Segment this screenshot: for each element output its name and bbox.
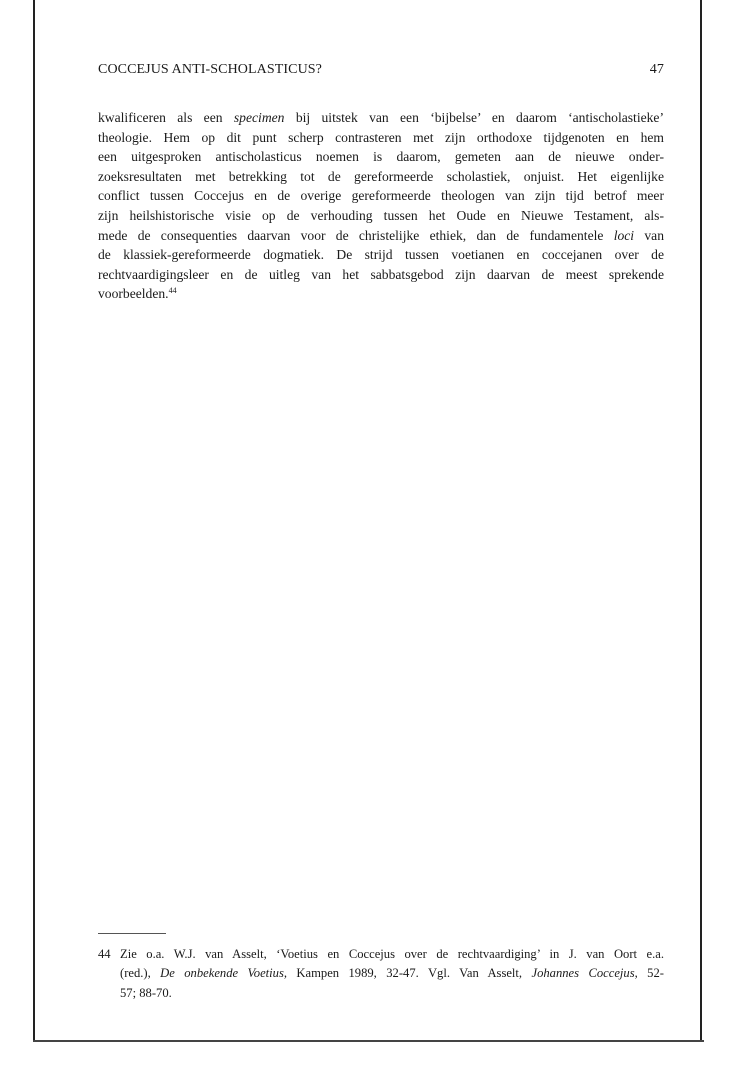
text-run: (red.),	[120, 966, 161, 981]
text-line	[98, 206, 664, 226]
footnote-text	[120, 945, 664, 1003]
text-line	[98, 284, 664, 304]
page-edge-left	[33, 0, 35, 1042]
page-number: 47	[649, 62, 664, 77]
text-run: bij uitstek van een ‘bijbelse’ en daarom ‘antischolastieke’	[284, 110, 664, 125]
text-run: voorbeelden.	[98, 286, 169, 302]
italic-run: Johannes Coccejus	[531, 966, 635, 981]
footnote-reference: 44	[168, 286, 177, 296]
text-run: Zie o.a. W.J. van Asselt, ‘Voetius en Coccejus over de rechtvaardiging’ in J. van Oort e.a.	[120, 947, 664, 961]
text-run: theologie. Hem op dit punt scherp contrasteren met zijn orthodoxe tijdgenoten en hem	[98, 129, 664, 145]
text-run: kwalificeren als een	[98, 110, 234, 125]
italic-run: specimen	[233, 110, 285, 125]
italic-run: De onbekende Voetius,	[160, 966, 288, 981]
text-line	[98, 108, 664, 128]
text-run: , 52-	[634, 966, 664, 981]
text-line	[98, 226, 664, 246]
text-run: mede de consequenties daarvan voor de christelijke ethiek, dan de fundamentele	[98, 227, 614, 243]
text-run: zijn heilshistorische visie op de verhouding tussen het Oude en Nieuwe Testament, als-	[98, 207, 664, 223]
text-run: 57; 88-70.	[120, 985, 172, 1000]
italic-run: loci	[613, 227, 635, 243]
text-run: Kampen 1989, 32-47. Vgl. Van Asselt,	[287, 966, 532, 981]
text-run: de klassiek-gereformeerde dogmatiek. De strijd tussen voetianen en coccejanen over de	[98, 247, 664, 263]
text-run: van	[634, 227, 664, 243]
text-line	[98, 186, 664, 206]
running-head-title: COCCEJUS ANTI-SCHOLASTICUS?	[98, 62, 322, 77]
text-line	[98, 265, 664, 285]
footnote-number: 44	[98, 947, 111, 961]
body-paragraph	[98, 108, 664, 304]
text-line	[120, 945, 664, 964]
text-line	[120, 964, 664, 983]
text-line	[98, 147, 664, 167]
text-line	[98, 245, 664, 265]
text-run: conflict tussen Coccejus en de overige gereformeerde theologen van zijn tijd betrof meer	[98, 188, 664, 204]
text-line	[98, 128, 664, 148]
text-line	[120, 984, 664, 1003]
text-run: rechtvaardigingsleer en de uitleg van het sabbatsgebod zijn daarvan de meest sprekende	[98, 266, 664, 282]
footnote-separator	[98, 933, 166, 934]
page-edge-right	[700, 0, 702, 1042]
text-run: een uitgesproken antischolasticus noemen is daarom, gemeten aan de nieuwe onder-	[98, 149, 664, 165]
page-edge-bottom	[33, 1040, 704, 1042]
footnote-44	[98, 945, 664, 1003]
text-line	[98, 167, 664, 187]
text-run: zoeksresultaten met betrekking tot de gereformeerde scholastiek, onjuist. Het eigenlijke	[98, 168, 664, 184]
